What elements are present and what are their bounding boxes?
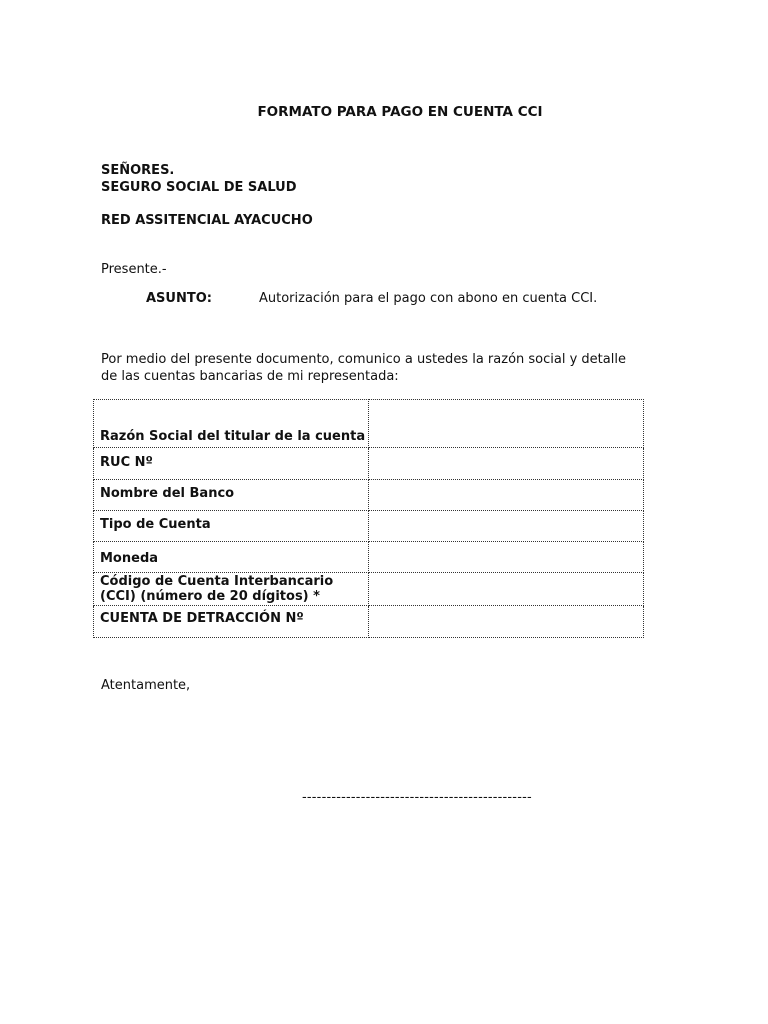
address-line-network: RED ASSITENCIAL AYACUCHO xyxy=(101,213,313,228)
field-business-name[interactable] xyxy=(369,400,644,448)
greeting-text: Presente.- xyxy=(101,262,167,277)
intro-paragraph-line-1: Por medio del presente documento, comunico a ustedes la razón social y detalle xyxy=(101,352,626,367)
subject-label: ASUNTO: xyxy=(146,291,212,306)
table-row xyxy=(94,573,644,606)
table-row xyxy=(94,480,644,511)
address-line-recipient: SEÑORES. xyxy=(101,163,175,178)
field-detraction-account[interactable] xyxy=(369,606,644,638)
field-bank-name[interactable] xyxy=(369,480,644,511)
document-title: FORMATO PARA PAGO EN CUENTA CCI xyxy=(257,104,543,120)
bank-account-table xyxy=(93,399,644,638)
table-row xyxy=(94,448,644,480)
row-label-currency: Moneda xyxy=(94,542,369,573)
field-account-type[interactable] xyxy=(369,511,644,542)
row-label-business-name: Razón Social del titular de la cuenta xyxy=(94,400,369,448)
table-row xyxy=(94,542,644,573)
row-label-account-type: Tipo de Cuenta xyxy=(94,511,369,542)
field-currency[interactable] xyxy=(369,542,644,573)
closing-text: Atentamente, xyxy=(101,678,191,693)
row-label-ruc: RUC Nº xyxy=(94,448,369,480)
row-label-bank-name: Nombre del Banco xyxy=(94,480,369,511)
row-label-detraction-account: CUENTA DE DETRACCIÓN Nº xyxy=(94,606,369,638)
field-cci[interactable] xyxy=(369,573,644,606)
table-row xyxy=(94,400,644,448)
intro-paragraph-line-2: de las cuentas bancarias de mi representada: xyxy=(101,369,399,384)
signature-line: ----------------------------------------------- xyxy=(302,790,532,805)
row-label-cci: Código de Cuenta Interbancario (CCI) (número de 20 dígitos) * xyxy=(94,573,369,606)
table-row xyxy=(94,606,644,638)
subject-text: Autorización para el pago con abono en cuenta CCI. xyxy=(259,291,598,306)
address-line-organization: SEGURO SOCIAL DE SALUD xyxy=(101,180,297,195)
field-ruc[interactable] xyxy=(369,448,644,480)
table-row xyxy=(94,511,644,542)
